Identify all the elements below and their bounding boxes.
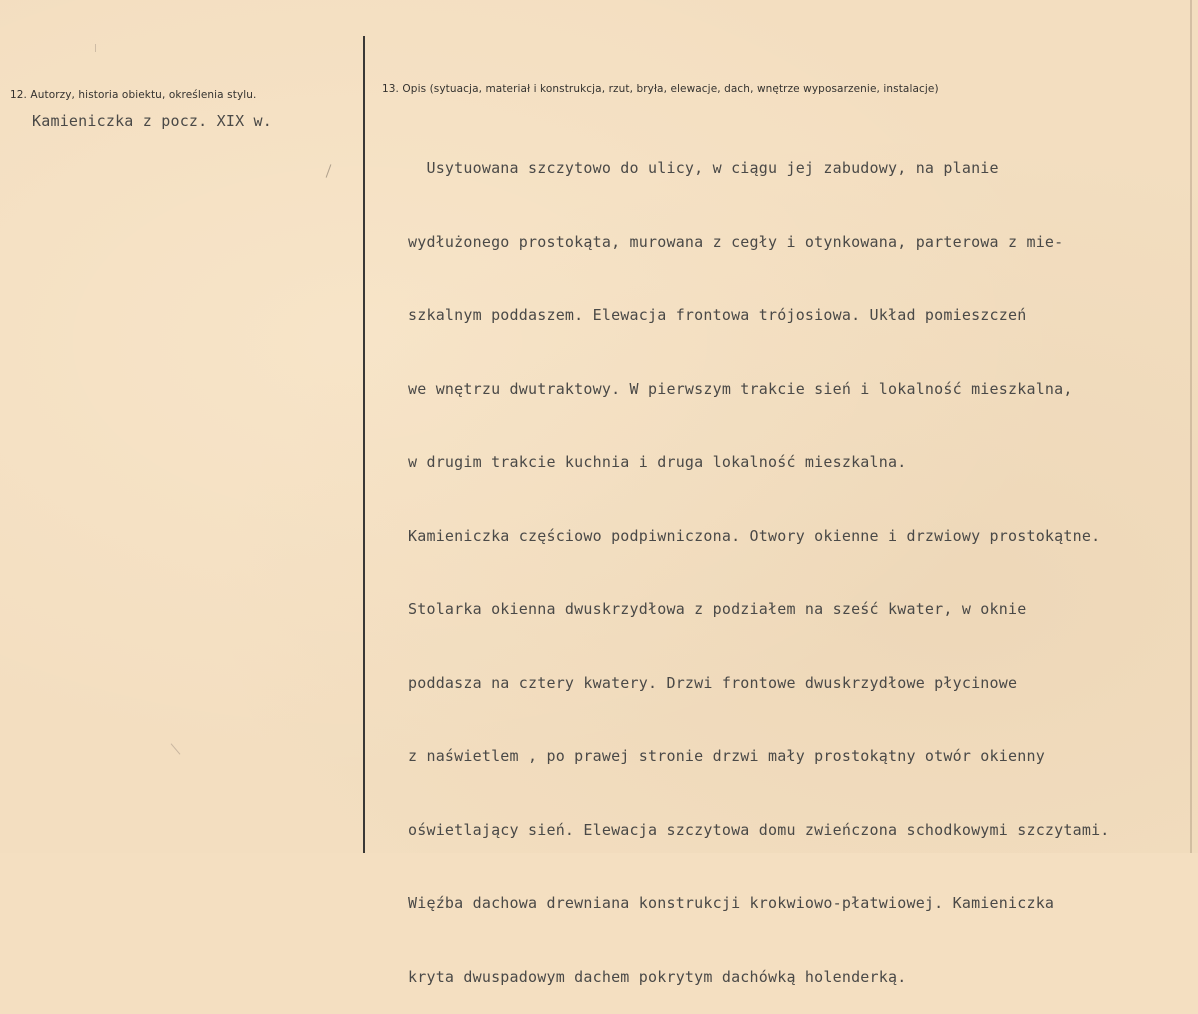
description-line: Stolarka okienna dwuskrzydłowa z podziałem na sześć kwater, w oknie	[408, 600, 1027, 618]
description-line: Więźba dachowa drewniana konstrukcji krokwiowo-płatwiowej. Kamieniczka	[408, 894, 1055, 912]
pencil-mark	[95, 44, 96, 52]
description-line: oświetlający sień. Elewacja szczytowa domu zwieńczona schodkowymi szczytami.	[408, 820, 1110, 839]
field-12-value: Kamieniczka z pocz. XIX w.	[32, 112, 272, 130]
description-line: we wnętrzu dwutraktowy. W pierwszym trakcie sień i lokalność mieszkalna,	[408, 379, 1073, 398]
column-divider	[363, 36, 365, 853]
description-line: szkalnym poddaszem. Elewacja frontowa trójosiowa. Układ pomieszczeń	[408, 306, 1027, 324]
field-13-label: 13. Opis (sytuacja, materiał i konstrukcja, rzut, bryła, elewacje, dach, wnętrze wyposarzenie, instalacje)	[382, 83, 939, 95]
description-line: Kamieniczka częściowo podpiwniczona. Otwory okienne i drzwiowy prostokątne.	[408, 526, 1101, 545]
card-edge	[1190, 0, 1192, 853]
description-line: kryta dwuspadowym dachem pokrytym dachówką holenderką.	[408, 967, 907, 986]
field-12-label: 12. Autorzy, historia obiektu, określenia stylu.	[10, 89, 257, 101]
description-line: wydłużonego prostokąta, murowana z cegły i otynkowana, parterowa z mie-	[408, 232, 1064, 251]
field-13-description	[408, 107, 1110, 1014]
description-line: poddasza na cztery kwatery. Drzwi frontowe dwuskrzydłowe płycinowe	[408, 673, 1018, 692]
description-line: z naświetlem , po prawej stronie drzwi mały prostokątny otwór okienny	[408, 747, 1045, 765]
description-line: w drugim trakcie kuchnia i druga lokalność mieszkalna.	[408, 453, 907, 471]
description-line: Usytuowana szczytowo do ulicy, w ciągu jej zabudowy, na planie	[408, 159, 999, 177]
